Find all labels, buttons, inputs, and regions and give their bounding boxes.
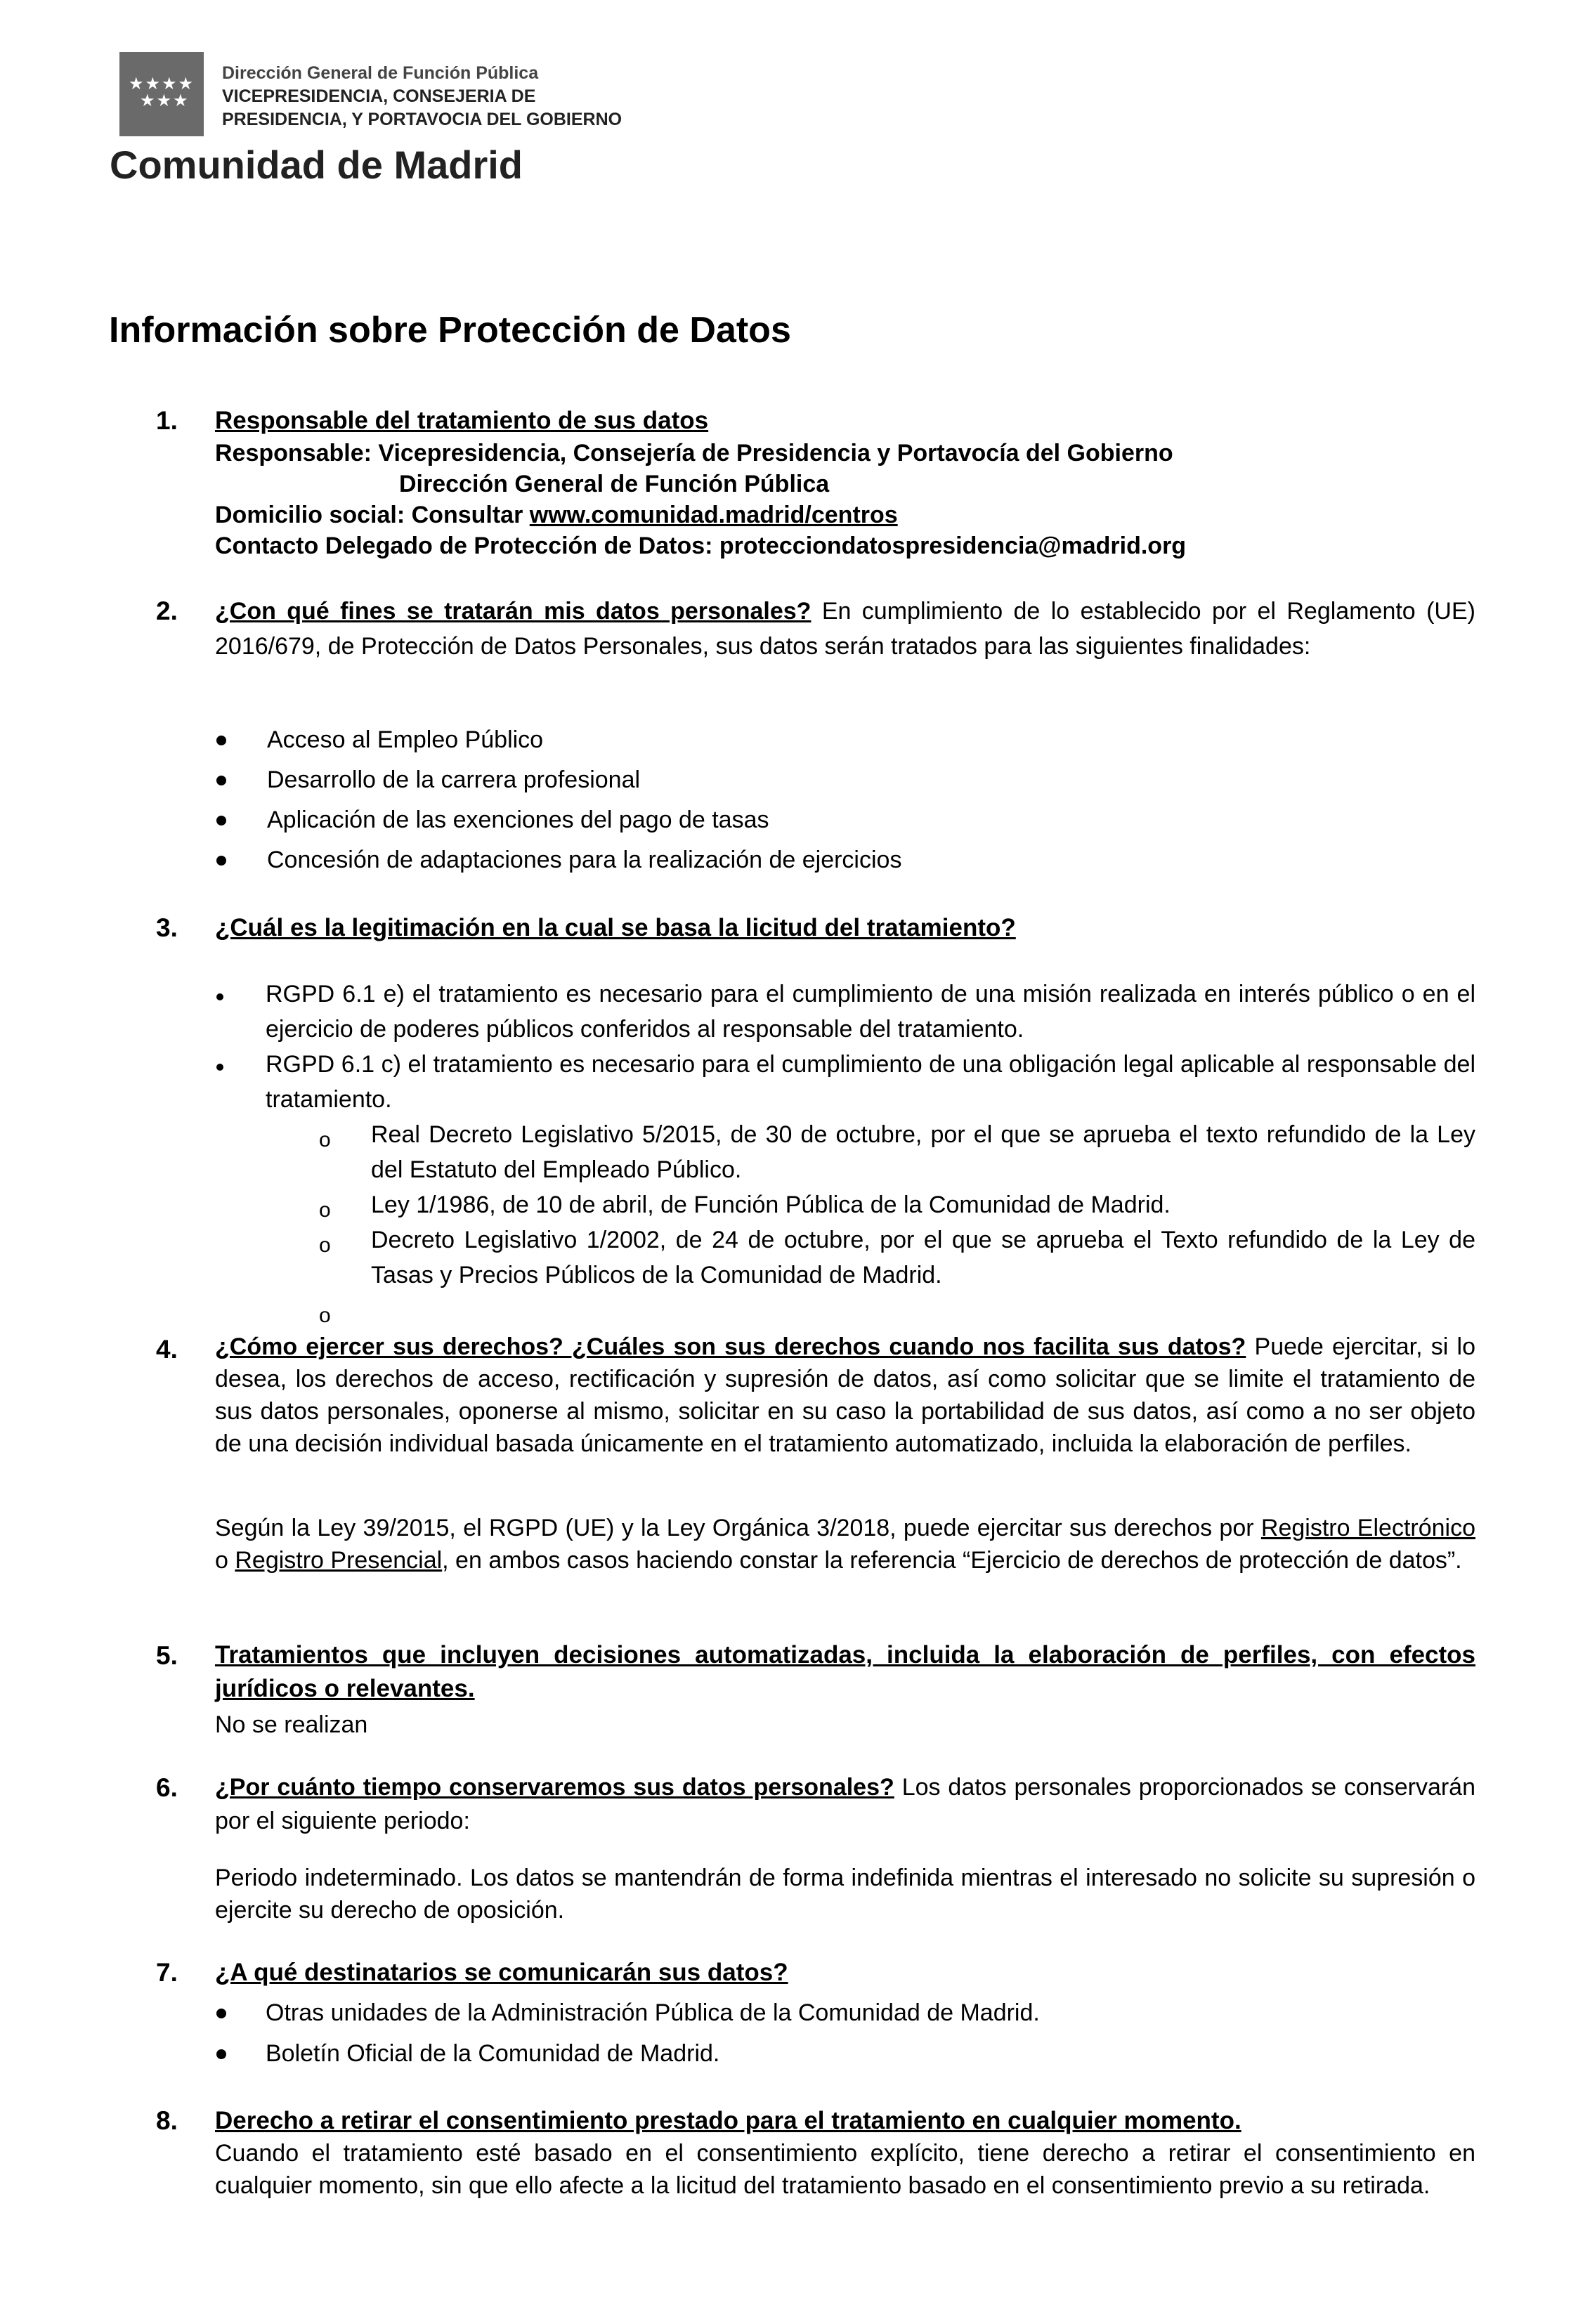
sub-marker: o — [319, 1199, 331, 1222]
responsable-line: Responsable: Vicepresidencia, Consejería de Presidencia y Portavocía del Gobierno — [215, 440, 1173, 466]
brand-name: Comunidad de Madrid — [110, 143, 523, 187]
section-3-number: 3. — [156, 913, 178, 942]
purpose-item-4: Concesión de adaptaciones para la realización de ejercicios — [267, 847, 902, 873]
legal-basis-item-2: RGPD 6.1 c) el tratamiento es necesario para el cumplimiento de una obligación legal aplicable al responsable del tratamiento. — [266, 1051, 1475, 1113]
madrid-flag-logo — [119, 52, 204, 136]
section-4-p2-or: o — [215, 1547, 235, 1574]
purpose-item-3: Aplicación de las exenciones del pago de tasas — [267, 807, 769, 833]
section-5-number: 5. — [156, 1641, 178, 1670]
header-line-2: VICEPRESIDENCIA, CONSEJERIA DE — [222, 86, 536, 106]
section-4-p2-end: , en ambos casos haciendo constar la referencia “Ejercicio de derechos de protección de datos”. — [442, 1547, 1462, 1574]
bullet-icon — [216, 776, 226, 785]
section-7-heading: ¿A qué destinatarios se comunicarán sus datos? — [215, 1959, 788, 1986]
section-1-heading: Responsable del tratamiento de sus datos — [215, 407, 709, 434]
section-8-text: Cuando el tratamiento esté basado en el consentimiento explícito, tiene derecho a retirar el consentimiento en cualquier momento, sin que ello afecte a la licitud del tratamiento basado en el consentimiento previo a su retirada. — [215, 2140, 1475, 2199]
section-6-text: Los datos personales proporcionados se conservarán por el siguiente periodo: — [215, 1774, 1476, 1834]
section-4-number: 4. — [156, 1335, 178, 1364]
sub-marker: o — [319, 1128, 331, 1151]
section-8-number: 8. — [156, 2106, 178, 2135]
law-item-3: Decreto Legislativo 1/2002, de 24 de octubre, por el que se aprueba el Texto refundido de la Ley de Tasas y Precios Públicos de la Comunidad de Madrid. — [371, 1227, 1475, 1288]
section-2-paragraph — [215, 594, 1475, 664]
bullet-icon — [216, 2009, 226, 2018]
section-7-number: 7. — [156, 1958, 178, 1987]
section-8-heading: Derecho a retirar el consentimiento prestado para el tratamiento en cualquier momento. — [215, 2107, 1241, 2134]
section-2-heading: ¿Con qué fines se tratarán mis datos personales? — [215, 598, 811, 625]
section-4-paragraph-2 — [215, 1512, 1475, 1576]
section-4-text: Puede ejercitar, si lo desea, los derechos de acceso, rectificación y supresión de datos, así como solicitar que se limite el tratamiento de sus datos personales, oponerse al mismo, solicitar en su caso la portabilidad de sus datos, así como a no ser objeto de una decisión individual basada únicamente en el tratamiento automatizado, incluida la elaboración de perfiles. — [215, 1333, 1475, 1457]
bullet-icon — [216, 736, 226, 745]
header-text — [222, 62, 622, 131]
sub-marker: o — [319, 1234, 331, 1257]
bullet-icon — [216, 856, 226, 866]
law-item-1: Real Decreto Legislativo 5/2015, de 30 de octubre, por el que se aprueba el texto refundido de la Ley del Estatuto del Empleado Público. — [371, 1121, 1475, 1183]
section-5-heading: Tratamientos que incluyen decisiones automatizadas, incluida la elaboración de perfiles, con efectos jurídicos o relevantes. — [215, 1641, 1475, 1702]
purpose-item-2: Desarrollo de la carrera profesional — [267, 766, 641, 793]
stars-icon: ★★★★ ★★★ — [128, 74, 195, 110]
header-line-3: PRESIDENCIA, Y PORTAVOCIA DEL GOBIERNO — [222, 110, 622, 129]
purpose-item-1: Acceso al Empleo Público — [267, 726, 544, 753]
section-6-paragraph — [215, 1770, 1475, 1838]
page-title: Información sobre Protección de Datos — [109, 310, 791, 351]
section-6-number: 6. — [156, 1773, 178, 1802]
recipient-item-1: Otras unidades de la Administración Pública de la Comunidad de Madrid. — [266, 1999, 1040, 2026]
bullet-icon — [216, 2049, 226, 2059]
section-2-number: 2. — [156, 596, 178, 625]
section-2-text: En cumplimiento de lo establecido por el Reglamento (UE) 2016/679, de Protección de Datos Personales, sus datos serán tratados para las siguientes finalidades: — [215, 598, 1475, 660]
bullet-icon — [216, 816, 226, 825]
section-6-heading: ¿Por cuánto tiempo conservaremos sus datos personales? — [215, 1774, 894, 1801]
section-5-text: No se realizan — [215, 1711, 368, 1738]
registro-electronico-link[interactable]: Registro Electrónico — [1260, 1515, 1475, 1541]
bullet-icon — [216, 1064, 223, 1071]
law-item-2: Ley 1/1986, de 10 de abril, de Función Pública de la Comunidad de Madrid. — [371, 1192, 1171, 1218]
domicilio-line — [215, 500, 898, 530]
sub-marker-empty: o — [319, 1304, 331, 1327]
registro-presencial-link[interactable]: Registro Presencial — [235, 1547, 443, 1574]
recipient-item-2: Boletín Oficial de la Comunidad de Madrid. — [266, 2040, 720, 2067]
contacto-line: Contacto Delegado de Protección de Datos: protecciondatospresidencia@madrid.org — [215, 533, 1187, 559]
domicilio-label: Domicilio social: Consultar — [215, 502, 530, 528]
section-6-paragraph-2: Periodo indeterminado. Los datos se mantendrán de forma indefinida mientras el interesado no solicite su supresión o ejercite su derecho de oposición. — [215, 1865, 1475, 1924]
responsable-sub: Dirección General de Función Pública — [399, 471, 830, 497]
legal-basis-item-1: RGPD 6.1 e) el tratamiento es necesario para el cumplimiento de una misión realizada en interés público o en el ejercicio de poderes públicos conferidos al responsable del tratamiento. — [266, 981, 1475, 1043]
centros-link[interactable]: www.comunidad.madrid/centros — [529, 502, 898, 528]
header-line-1: Dirección General de Función Pública — [222, 63, 539, 83]
section-3-heading: ¿Cuál es la legitimación en la cual se basa la licitud del tratamiento? — [215, 914, 1016, 941]
section-4-heading: ¿Cómo ejercer sus derechos? ¿Cuáles son sus derechos cuando nos facilita sus datos? — [215, 1333, 1246, 1360]
section-4-p2-text: Según la Ley 39/2015, el RGPD (UE) y la Ley Orgánica 3/2018, puede ejercitar sus derechos por — [215, 1515, 1261, 1541]
section-4-paragraph — [215, 1331, 1475, 1460]
bullet-icon — [216, 993, 223, 1000]
section-1-number: 1. — [156, 406, 178, 435]
